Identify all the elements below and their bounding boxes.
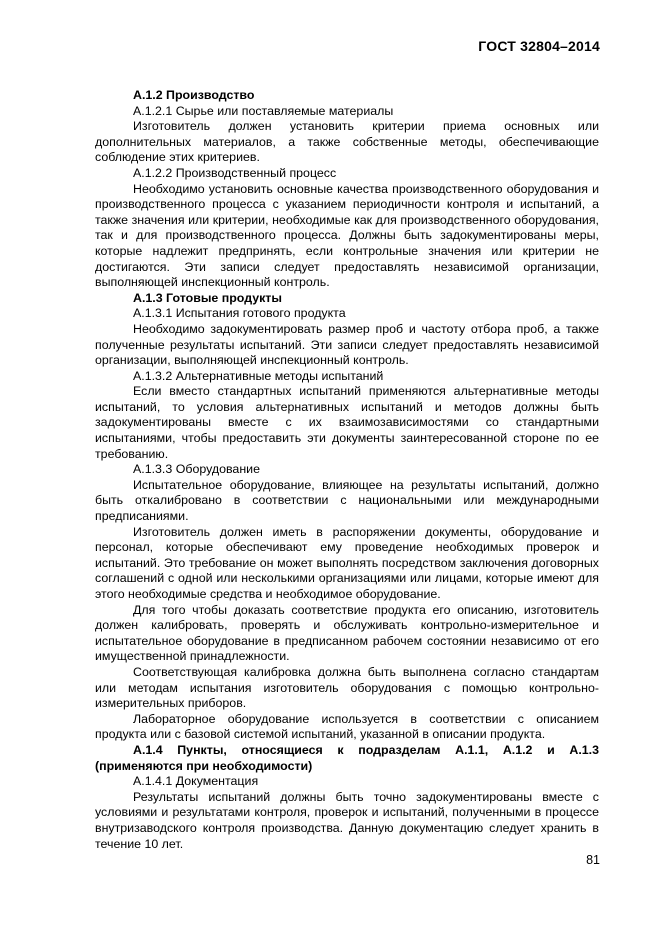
paragraph: Результаты испытаний должны быть точно задокументированы вместе с условиями и результатами контроля, проверок и испытаний, полученными в процессе внутризаводского контроля производства. Данную документацию следует хранить в течение 10 лет. (95, 789, 599, 851)
paragraph: Соответствующая калибровка должна быть выполнена согласно стандартам или методам испытания изготовитель оборудования с помощью контрольно-измерительных приборов. (95, 664, 599, 711)
document-body (95, 88, 599, 852)
standard-code-header: ГОСТ 32804–2014 (478, 38, 600, 54)
paragraph: Для того чтобы доказать соответствие продукта его описанию, изготовитель должен калибровать, проверять и обслуживать контрольно-измерительное и испытательное оборудование в предписанном рабочем состоянии независимо от его имущественной принадлежности. (95, 602, 599, 664)
section-heading-a14: А.1.4 Пункты, относящиеся к подразделам А.1.1, А.1.2 и А.1.3 (применяются при необходимости) (95, 742, 599, 773)
subsection-heading-a141: А.1.4.1 Документация (133, 774, 259, 789)
subsection-heading-a133: А.1.3.3 Оборудование (133, 462, 260, 477)
paragraph: Необходимо задокументировать размер проб и частоту отбора проб, а также полученные результаты испытаний. Эти записи следует предоставлять независимой организации, выполняющей инспекционный контроль. (95, 321, 599, 368)
paragraph: Испытательное оборудование, влияющее на результаты испытаний, должно быть откалибровано в соответствии с национальными или международными предписаниями. (95, 477, 599, 524)
paragraph: Изготовитель должен установить критерии приема основных или дополнительных материалов, а также собственные методы, обеспечивающие соблюдение этих критериев. (95, 119, 599, 165)
paragraph: Лабораторное оборудование используется в соответствии с описанием продукта или с базовой системой испытаний, указанной в описании продукта. (95, 711, 599, 742)
paragraph: Необходимо установить основные качества производственного оборудования и производственного процесса с указанием периодичности контроля и испытаний, а также значения или критерии, необходимые как для производственного оборудования, так и для производственного процесса. Должны быть задокументированы меры, которые надлежит предпринять, если контрольные значения или критерии не достигаются. Эти записи следует предоставлять независимой организации, выполняющей инспекционный контроль. (95, 181, 599, 290)
subsection-heading-a122: А.1.2.2 Производственный процесс (133, 165, 337, 180)
paragraph: Изготовитель должен иметь в распоряжении документы, оборудование и персонал, которые обеспечивают ему проведение необходимых проверок и испытаний. Это требование он может выполнять посредством заключения договорных соглашений с одной или несколькими организациями или лицами, которые имеют для этого необходимые средства и необходимое оборудование. (95, 524, 599, 601)
subsection-heading-a132: А.1.3.2 Альтернативные методы испытаний (133, 368, 384, 383)
section-heading-a13: А.1.3 Готовые продукты (133, 290, 282, 305)
page-number: 81 (586, 853, 600, 867)
paragraph: Если вместо стандартных испытаний применяются альтернативные методы испытаний, то условия альтернативных испытаний и методов должны быть задокументированы вместе с их взаимозависимостями со стандартными испытаниями, чтобы предоставить эти документы заинтересованной стороне по ее требованию. (95, 384, 599, 461)
subsection-heading-a131: А.1.3.1 Испытания готового продукта (133, 306, 346, 321)
section-heading-a12: А.1.2 Производство (133, 88, 255, 102)
subsection-heading-a121: А.1.2.1 Сырье или поставляемые материалы (133, 103, 394, 118)
